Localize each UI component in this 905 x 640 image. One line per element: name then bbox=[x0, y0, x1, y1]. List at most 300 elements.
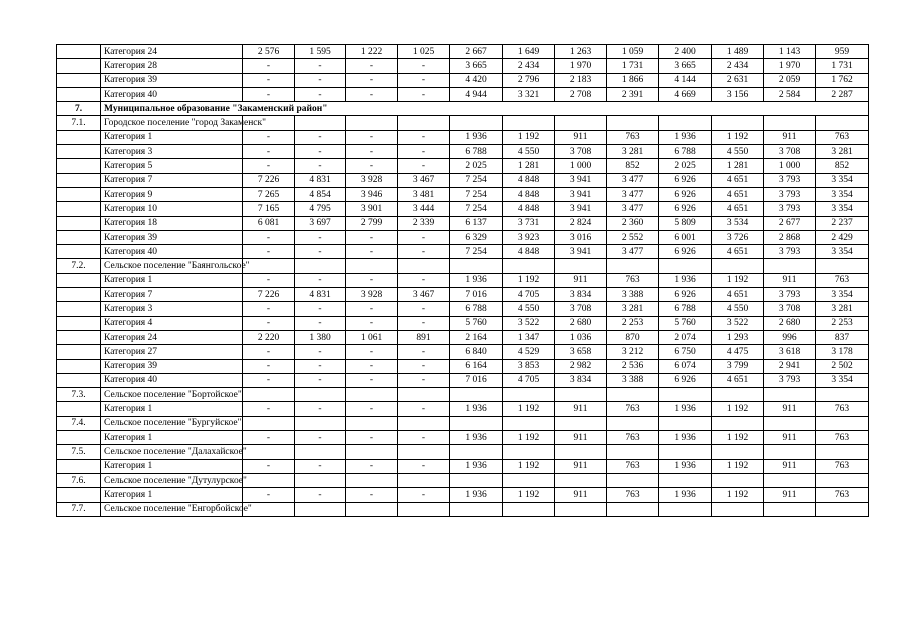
tariff-value: 3 354 bbox=[816, 173, 869, 187]
tariff-value: - bbox=[295, 145, 346, 159]
category-row bbox=[57, 273, 869, 287]
tariff-value: 1 380 bbox=[295, 330, 346, 344]
row-number bbox=[57, 345, 101, 359]
tariff-value: - bbox=[295, 73, 346, 87]
tariff-value: 4 705 bbox=[503, 373, 555, 387]
tariff-value: 763 bbox=[607, 273, 659, 287]
row-number: 7.6. bbox=[57, 473, 101, 487]
tariff-value: 7 254 bbox=[450, 173, 503, 187]
empty-cell bbox=[659, 116, 712, 130]
tariff-value: 4 848 bbox=[503, 187, 555, 201]
tariff-value: 1 192 bbox=[503, 402, 555, 416]
tariff-value: - bbox=[243, 431, 295, 445]
tariff-value: - bbox=[295, 359, 346, 373]
tariff-value: 1 731 bbox=[607, 59, 659, 73]
tariff-value: - bbox=[295, 459, 346, 473]
empty-cell bbox=[607, 116, 659, 130]
category-name: Категория 3 bbox=[101, 145, 243, 159]
tariff-value: 7 165 bbox=[243, 202, 295, 216]
empty-cell bbox=[764, 259, 816, 273]
tariff-value: 4 848 bbox=[503, 245, 555, 259]
tariff-value: 1 192 bbox=[712, 402, 764, 416]
tariff-value: - bbox=[295, 316, 346, 330]
empty-cell bbox=[503, 473, 555, 487]
tariff-value: - bbox=[243, 488, 295, 502]
empty-cell bbox=[346, 502, 398, 516]
empty-cell bbox=[450, 388, 503, 402]
tariff-value: - bbox=[243, 359, 295, 373]
tariff-value: 2 025 bbox=[659, 159, 712, 173]
empty-cell bbox=[764, 445, 816, 459]
tariff-value: - bbox=[398, 359, 450, 373]
tariff-value: 3 388 bbox=[607, 373, 659, 387]
tariff-value: 3 834 bbox=[555, 288, 607, 302]
tariff-value: 2 576 bbox=[243, 45, 295, 59]
category-name: Категория 4 bbox=[101, 316, 243, 330]
tariff-value: 6 840 bbox=[450, 345, 503, 359]
tariff-value: 1 936 bbox=[659, 273, 712, 287]
tariff-value: 3 793 bbox=[764, 373, 816, 387]
empty-cell bbox=[398, 116, 450, 130]
category-name: Категория 40 bbox=[101, 87, 243, 101]
tariff-value: - bbox=[346, 230, 398, 244]
tariff-value: 6 926 bbox=[659, 187, 712, 201]
row-number bbox=[57, 359, 101, 373]
tariff-value: - bbox=[346, 316, 398, 330]
tariff-value: 1 970 bbox=[555, 59, 607, 73]
category-row bbox=[57, 431, 869, 445]
empty-cell bbox=[450, 116, 503, 130]
tariff-value: 3 726 bbox=[712, 230, 764, 244]
row-number bbox=[57, 431, 101, 445]
tariff-value: 763 bbox=[607, 130, 659, 144]
tariff-value: 7 254 bbox=[450, 187, 503, 201]
empty-cell bbox=[816, 502, 869, 516]
tariff-value: - bbox=[398, 373, 450, 387]
tariff-value: 3 834 bbox=[555, 373, 607, 387]
tariff-value: 3 793 bbox=[764, 245, 816, 259]
empty-cell bbox=[243, 445, 295, 459]
tariff-value: 911 bbox=[555, 130, 607, 144]
row-number bbox=[57, 159, 101, 173]
tariff-value: - bbox=[295, 302, 346, 316]
tariff-value: - bbox=[346, 130, 398, 144]
tariff-value: 1 293 bbox=[712, 330, 764, 344]
empty-cell bbox=[659, 502, 712, 516]
row-number bbox=[57, 488, 101, 502]
tariff-value: - bbox=[295, 230, 346, 244]
empty-cell bbox=[295, 116, 346, 130]
tariff-value: 4 550 bbox=[712, 145, 764, 159]
tariff-value: 1 489 bbox=[712, 45, 764, 59]
empty-cell bbox=[555, 502, 607, 516]
category-row bbox=[57, 488, 869, 502]
row-number bbox=[57, 288, 101, 302]
tariff-value: 3 665 bbox=[659, 59, 712, 73]
tariff-value: 3 658 bbox=[555, 345, 607, 359]
tariff-value: 1 936 bbox=[450, 130, 503, 144]
tariff-value: 1 192 bbox=[503, 488, 555, 502]
tariff-value: 2 552 bbox=[607, 230, 659, 244]
tariff-value: 4 831 bbox=[295, 173, 346, 187]
row-number bbox=[57, 230, 101, 244]
empty-cell bbox=[346, 259, 398, 273]
tariff-value: 891 bbox=[398, 330, 450, 344]
tariff-value: 911 bbox=[555, 402, 607, 416]
tariff-value: 7 016 bbox=[450, 373, 503, 387]
settlement-row bbox=[57, 445, 869, 459]
tariff-value: 1 192 bbox=[712, 431, 764, 445]
tariff-value: 3 941 bbox=[555, 187, 607, 201]
tariff-value: 1 595 bbox=[295, 45, 346, 59]
tariff-value: - bbox=[398, 245, 450, 259]
category-name: Категория 18 bbox=[101, 216, 243, 230]
tariff-value: 763 bbox=[607, 402, 659, 416]
tariff-value: 4 550 bbox=[712, 302, 764, 316]
settlement-row bbox=[57, 388, 869, 402]
settlement-name: Сельское поселение "Енгорбойское" bbox=[101, 502, 243, 516]
category-row bbox=[57, 130, 869, 144]
tariff-value: - bbox=[295, 59, 346, 73]
category-name: Категория 1 bbox=[101, 130, 243, 144]
empty-cell bbox=[607, 388, 659, 402]
row-number bbox=[57, 245, 101, 259]
category-row bbox=[57, 316, 869, 330]
tariff-value: - bbox=[243, 159, 295, 173]
row-number bbox=[57, 330, 101, 344]
tariff-value: 1 936 bbox=[450, 488, 503, 502]
tariff-value: - bbox=[346, 402, 398, 416]
tariff-value: 7 254 bbox=[450, 245, 503, 259]
tariff-value: 1 143 bbox=[764, 45, 816, 59]
tariff-value: - bbox=[346, 302, 398, 316]
tariff-value: 3 354 bbox=[816, 373, 869, 387]
tariff-value: 3 665 bbox=[450, 59, 503, 73]
tariff-value: 3 178 bbox=[816, 345, 869, 359]
tariff-value: 6 926 bbox=[659, 373, 712, 387]
tariff-value: 3 522 bbox=[503, 316, 555, 330]
category-name: Категория 7 bbox=[101, 288, 243, 302]
tariff-value: 5 760 bbox=[450, 316, 503, 330]
tariff-value: 1 061 bbox=[346, 330, 398, 344]
tariff-value: - bbox=[398, 488, 450, 502]
empty-cell bbox=[712, 445, 764, 459]
tariff-value: - bbox=[398, 145, 450, 159]
empty-cell bbox=[764, 502, 816, 516]
tariff-value: 6 074 bbox=[659, 359, 712, 373]
tariff-value: 1 192 bbox=[503, 273, 555, 287]
tariff-value: 763 bbox=[816, 130, 869, 144]
tariff-value: 996 bbox=[764, 330, 816, 344]
tariff-value: - bbox=[295, 488, 346, 502]
empty-cell bbox=[398, 445, 450, 459]
tariff-value: 3 793 bbox=[764, 202, 816, 216]
tariff-value: - bbox=[398, 431, 450, 445]
tariff-value: 4 651 bbox=[712, 173, 764, 187]
tariff-value: - bbox=[295, 431, 346, 445]
row-number: 7.7. bbox=[57, 502, 101, 516]
tariff-value: 4 854 bbox=[295, 187, 346, 201]
tariff-value: 6 750 bbox=[659, 345, 712, 359]
tariff-value: - bbox=[398, 159, 450, 173]
empty-cell bbox=[712, 116, 764, 130]
tariff-value: - bbox=[346, 87, 398, 101]
category-row bbox=[57, 459, 869, 473]
category-name: Категория 1 bbox=[101, 488, 243, 502]
tariff-value: 4 144 bbox=[659, 73, 712, 87]
tariff-value: - bbox=[295, 159, 346, 173]
tariff-value: 7 254 bbox=[450, 202, 503, 216]
empty-cell bbox=[398, 388, 450, 402]
row-number bbox=[57, 459, 101, 473]
row-number bbox=[57, 45, 101, 59]
tariff-value: 1 970 bbox=[764, 59, 816, 73]
tariff-value: 1 222 bbox=[346, 45, 398, 59]
tariff-value: 763 bbox=[607, 459, 659, 473]
tariff-value: 3 354 bbox=[816, 288, 869, 302]
empty-cell bbox=[503, 445, 555, 459]
tariff-value: 3 467 bbox=[398, 288, 450, 302]
empty-cell bbox=[659, 416, 712, 430]
tariff-value: 6 926 bbox=[659, 288, 712, 302]
tariff-value: 911 bbox=[555, 459, 607, 473]
tariff-value: 1 263 bbox=[555, 45, 607, 59]
category-name: Категория 24 bbox=[101, 45, 243, 59]
tariff-value: 7 226 bbox=[243, 288, 295, 302]
tariff-value: 4 848 bbox=[503, 202, 555, 216]
empty-cell bbox=[607, 259, 659, 273]
tariff-value: - bbox=[243, 245, 295, 259]
tariff-value: 911 bbox=[764, 273, 816, 287]
tariff-value: 2 253 bbox=[607, 316, 659, 330]
tariff-value: 5 760 bbox=[659, 316, 712, 330]
empty-cell bbox=[295, 259, 346, 273]
category-row bbox=[57, 45, 869, 59]
tariff-value: 1 000 bbox=[764, 159, 816, 173]
row-number: 7. bbox=[57, 102, 101, 116]
settlement-row bbox=[57, 116, 869, 130]
tariff-value: 3 281 bbox=[816, 145, 869, 159]
tariff-value: - bbox=[243, 59, 295, 73]
tariff-value: - bbox=[346, 273, 398, 287]
tariff-table bbox=[56, 44, 869, 517]
tariff-value: 3 281 bbox=[607, 145, 659, 159]
tariff-value: 1 281 bbox=[503, 159, 555, 173]
row-number bbox=[57, 302, 101, 316]
tariff-value: 1 000 bbox=[555, 159, 607, 173]
tariff-value: 1 866 bbox=[607, 73, 659, 87]
tariff-value: - bbox=[295, 345, 346, 359]
tariff-value: 3 941 bbox=[555, 245, 607, 259]
tariff-value: 3 477 bbox=[607, 202, 659, 216]
tariff-value: - bbox=[243, 316, 295, 330]
tariff-value: 1 192 bbox=[712, 130, 764, 144]
empty-cell bbox=[607, 416, 659, 430]
tariff-value: 3 016 bbox=[555, 230, 607, 244]
empty-cell bbox=[659, 473, 712, 487]
tariff-value: 1 762 bbox=[816, 73, 869, 87]
tariff-value: 1 059 bbox=[607, 45, 659, 59]
section-title: Муниципальное образование "Закаменский район" bbox=[101, 102, 869, 116]
row-number bbox=[57, 87, 101, 101]
tariff-value: 2 631 bbox=[712, 73, 764, 87]
row-number: 7.2. bbox=[57, 259, 101, 273]
tariff-value: 4 848 bbox=[503, 173, 555, 187]
tariff-value: 852 bbox=[816, 159, 869, 173]
tariff-value: 2 429 bbox=[816, 230, 869, 244]
empty-cell bbox=[346, 416, 398, 430]
category-row bbox=[57, 202, 869, 216]
category-row bbox=[57, 345, 869, 359]
row-number bbox=[57, 273, 101, 287]
category-row bbox=[57, 330, 869, 344]
tariff-value: - bbox=[346, 359, 398, 373]
row-number: 7.3. bbox=[57, 388, 101, 402]
tariff-value: - bbox=[295, 245, 346, 259]
tariff-value: 6 001 bbox=[659, 230, 712, 244]
empty-cell bbox=[607, 473, 659, 487]
tariff-value: 3 853 bbox=[503, 359, 555, 373]
tariff-value: 2 074 bbox=[659, 330, 712, 344]
row-number bbox=[57, 373, 101, 387]
tariff-value: 4 651 bbox=[712, 245, 764, 259]
tariff-value: 2 164 bbox=[450, 330, 503, 344]
tariff-value: 2 059 bbox=[764, 73, 816, 87]
tariff-value: - bbox=[398, 345, 450, 359]
settlement-name: Сельское поселение "Далахайское" bbox=[101, 445, 243, 459]
tariff-value: 4 475 bbox=[712, 345, 764, 359]
tariff-value: 3 477 bbox=[607, 245, 659, 259]
tariff-value: 3 697 bbox=[295, 216, 346, 230]
row-number bbox=[57, 145, 101, 159]
tariff-value: 7 265 bbox=[243, 187, 295, 201]
category-row bbox=[57, 187, 869, 201]
tariff-value: 2 982 bbox=[555, 359, 607, 373]
empty-cell bbox=[295, 416, 346, 430]
tariff-value: 6 926 bbox=[659, 245, 712, 259]
tariff-value: 4 705 bbox=[503, 288, 555, 302]
tariff-value: 3 928 bbox=[346, 288, 398, 302]
category-row bbox=[57, 159, 869, 173]
tariff-value: 3 928 bbox=[346, 173, 398, 187]
tariff-value: 3 354 bbox=[816, 202, 869, 216]
tariff-value: 4 831 bbox=[295, 288, 346, 302]
tariff-value: 3 481 bbox=[398, 187, 450, 201]
empty-cell bbox=[555, 116, 607, 130]
tariff-value: 3 156 bbox=[712, 87, 764, 101]
category-name: Категория 10 bbox=[101, 202, 243, 216]
tariff-value: 763 bbox=[816, 459, 869, 473]
tariff-value: 911 bbox=[764, 402, 816, 416]
category-row bbox=[57, 173, 869, 187]
category-row bbox=[57, 402, 869, 416]
row-number: 7.1. bbox=[57, 116, 101, 130]
settlement-name: Сельское поселение "Бортойское" bbox=[101, 388, 243, 402]
empty-cell bbox=[659, 388, 712, 402]
tariff-value: 3 618 bbox=[764, 345, 816, 359]
tariff-value: 6 788 bbox=[450, 302, 503, 316]
tariff-value: - bbox=[398, 273, 450, 287]
tariff-value: 2 237 bbox=[816, 216, 869, 230]
tariff-value: 2 391 bbox=[607, 87, 659, 101]
tariff-value: 4 651 bbox=[712, 202, 764, 216]
tariff-value: - bbox=[346, 373, 398, 387]
tariff-value: 911 bbox=[764, 488, 816, 502]
row-number bbox=[57, 173, 101, 187]
empty-cell bbox=[712, 416, 764, 430]
tariff-value: 3 388 bbox=[607, 288, 659, 302]
tariff-value: 3 901 bbox=[346, 202, 398, 216]
tariff-value: 2 287 bbox=[816, 87, 869, 101]
tariff-value: 3 708 bbox=[555, 302, 607, 316]
category-row bbox=[57, 245, 869, 259]
tariff-value: - bbox=[243, 402, 295, 416]
tariff-value: - bbox=[398, 316, 450, 330]
tariff-value: - bbox=[398, 59, 450, 73]
tariff-value: - bbox=[243, 273, 295, 287]
row-number bbox=[57, 202, 101, 216]
tariff-value: - bbox=[295, 402, 346, 416]
tariff-value: 4 651 bbox=[712, 288, 764, 302]
tariff-value: 2 868 bbox=[764, 230, 816, 244]
row-number bbox=[57, 59, 101, 73]
tariff-value: 2 434 bbox=[712, 59, 764, 73]
category-name: Категория 1 bbox=[101, 459, 243, 473]
tariff-value: 1 192 bbox=[712, 488, 764, 502]
tariff-value: 6 081 bbox=[243, 216, 295, 230]
tariff-value: 1 025 bbox=[398, 45, 450, 59]
tariff-value: 2 536 bbox=[607, 359, 659, 373]
empty-cell bbox=[503, 502, 555, 516]
tariff-value: - bbox=[346, 145, 398, 159]
tariff-value: 763 bbox=[816, 273, 869, 287]
table-body bbox=[57, 45, 869, 517]
tariff-value: - bbox=[398, 87, 450, 101]
empty-cell bbox=[712, 259, 764, 273]
category-row bbox=[57, 359, 869, 373]
empty-cell bbox=[346, 445, 398, 459]
tariff-value: 2 025 bbox=[450, 159, 503, 173]
tariff-value: 3 354 bbox=[816, 245, 869, 259]
empty-cell bbox=[712, 388, 764, 402]
tariff-value: 3 477 bbox=[607, 173, 659, 187]
tariff-value: 911 bbox=[764, 431, 816, 445]
category-row bbox=[57, 302, 869, 316]
tariff-value: 1 347 bbox=[503, 330, 555, 344]
tariff-value: 2 434 bbox=[503, 59, 555, 73]
settlement-name: Сельское поселение "Баянгольское" bbox=[101, 259, 243, 273]
category-name: Категория 3 bbox=[101, 302, 243, 316]
tariff-value: 2 360 bbox=[607, 216, 659, 230]
tariff-value: 3 708 bbox=[764, 145, 816, 159]
tariff-value: 6 926 bbox=[659, 202, 712, 216]
settlement-name: Городское поселение "город Закаменск" bbox=[101, 116, 243, 130]
tariff-value: - bbox=[243, 230, 295, 244]
empty-cell bbox=[398, 259, 450, 273]
empty-cell bbox=[450, 473, 503, 487]
empty-cell bbox=[816, 473, 869, 487]
row-number bbox=[57, 130, 101, 144]
empty-cell bbox=[503, 388, 555, 402]
tariff-value: 1 936 bbox=[659, 488, 712, 502]
tariff-value: 1 936 bbox=[659, 402, 712, 416]
category-name: Категория 39 bbox=[101, 230, 243, 244]
tariff-value: 4 529 bbox=[503, 345, 555, 359]
empty-cell bbox=[346, 388, 398, 402]
empty-cell bbox=[398, 416, 450, 430]
tariff-value: - bbox=[346, 245, 398, 259]
empty-cell bbox=[450, 445, 503, 459]
